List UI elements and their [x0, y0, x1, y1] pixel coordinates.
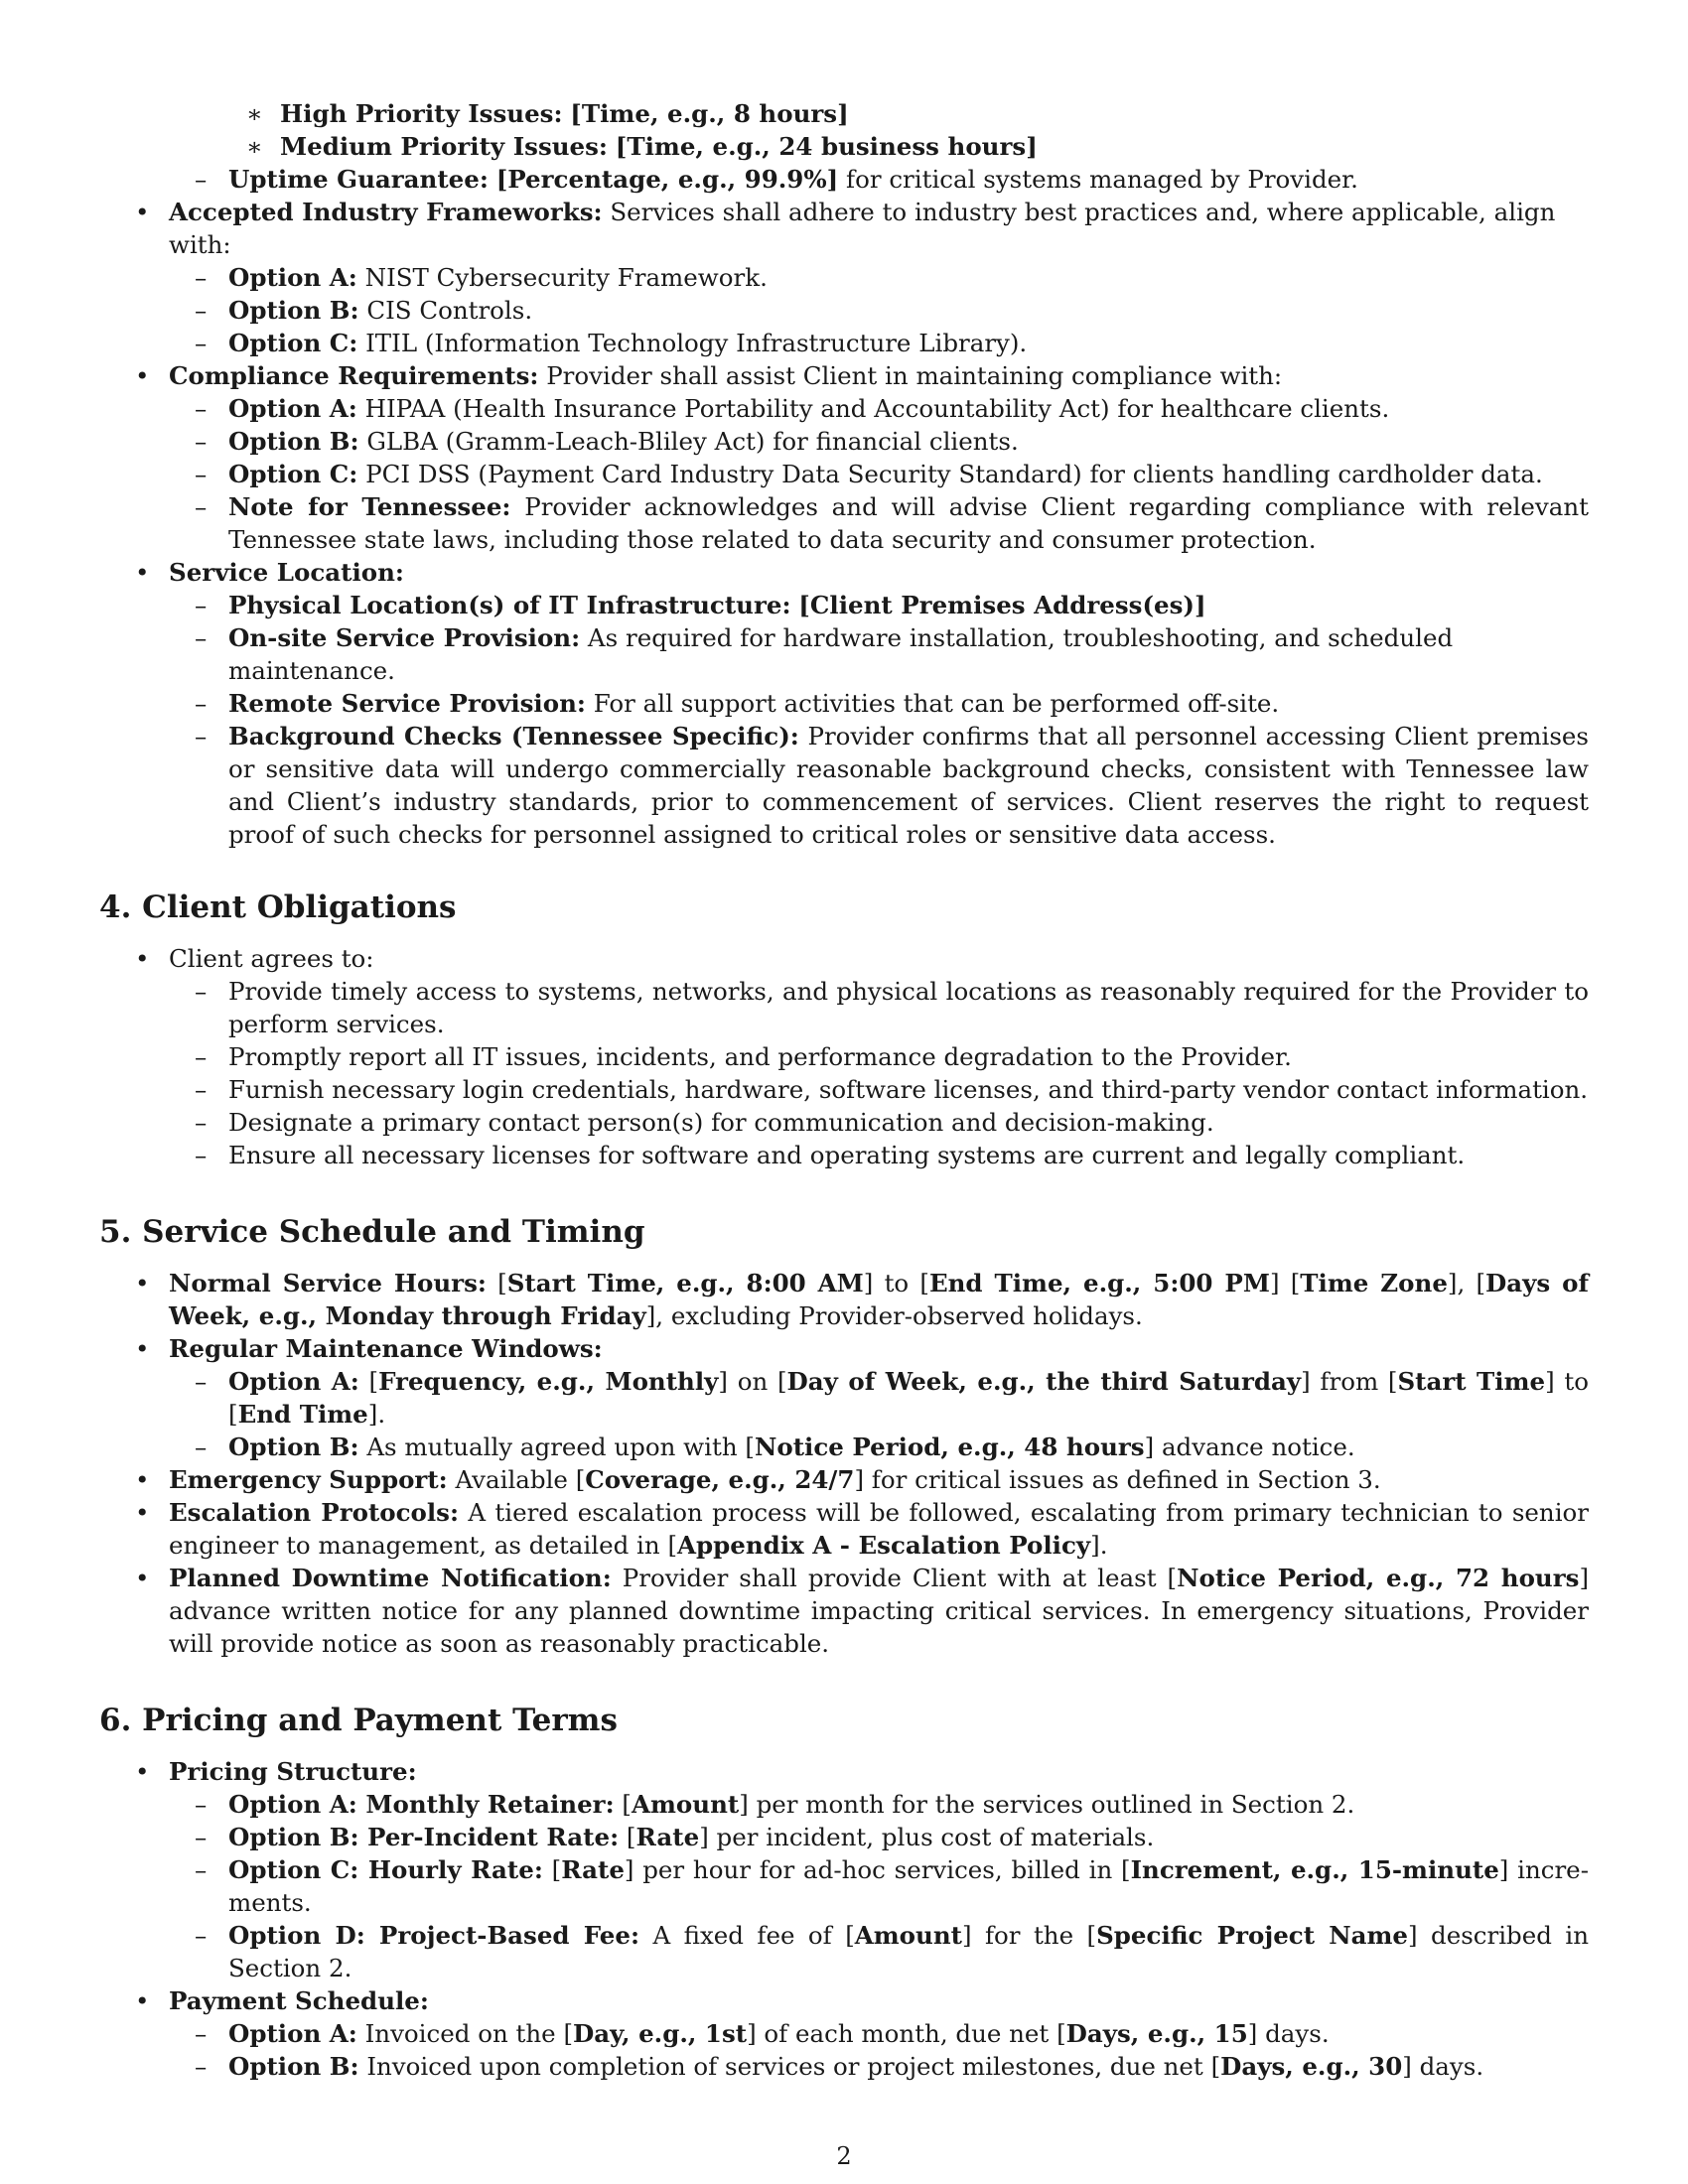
list-item: • Compliance Requirements: Provider shall assist Client in maintaining compliance with: — [135, 361, 1283, 390]
list-item: – Promptly report all IT issues, incidents, and performance degradation to the Provider. — [195, 1042, 1292, 1071]
list-item: – Background Checks (Tennessee Specific): Provider confirms that all personnel accessing Client premises or sensitive data will undergo commercially reasonable background checks, consistent with Tennessee law and Client’s industry standards, prior to commencement of services. Client reserves the right to request proof of such checks for personnel assigned to critical roles or sensitive data access. — [195, 722, 1589, 849]
list-item: – Uptime Guarantee: [Percentage, e.g., 99.9%] for critical systems managed by Provider. — [195, 165, 1358, 194]
list-item: • Pricing Structure: — [135, 1757, 417, 1786]
list-item: – Furnish necessary login credentials, hardware, software licenses, and third-party vendor contact information. — [195, 1075, 1589, 1104]
section-heading: 6. Pricing and Payment Terms — [99, 1703, 618, 1738]
list-item: – Option A: NIST Cybersecurity Framework. — [195, 263, 768, 292]
list-item: – Ensure all necessary licenses for software and operating systems are current and legally compliant. — [195, 1141, 1466, 1169]
list-item: • Planned Downtime Notification: Provider shall provide Client with at least [Notice Period, e.g., 72 hours] advance written notice for any planned downtime impacting critical services. In emergency situations, Provider will provide notice as soon as reasonably practicable. — [135, 1564, 1589, 1658]
document-body — [99, 97, 1589, 2083]
list-item: • Escalation Protocols: A tiered escalation process will be followed, escalating from primary technician to senior engineer to management, as detailed in [Appendix A - Escalation Policy]. — [135, 1498, 1590, 1560]
list-item: – Option A: [Frequency, e.g., Monthly] on [Day of Week, e.g., the third Saturday] from [Start Time] to [End Time]. — [195, 1367, 1589, 1429]
section-heading: 5. Service Schedule and Timing — [99, 1214, 645, 1250]
list-item: – On-site Service Provision: As required for hardware installation, troubleshooting, and scheduled maintenance. — [195, 623, 1454, 685]
list-item: ∗ High Priority Issues: [Time, e.g., 8 hours] — [246, 99, 849, 128]
list-item: • Payment Schedule: — [135, 1986, 429, 2015]
section-heading: 4. Client Obligations — [99, 889, 457, 925]
list-item: – Option C: Hourly Rate: [Rate] per hour for ad-hoc services, billed in [Increment, e.g., 15-minute] increments. — [195, 1855, 1589, 1917]
list-item: ∗ Medium Priority Issues: [Time, e.g., 24 business hours] — [246, 132, 1038, 161]
list-item: – Option A: HIPAA (Health Insurance Portability and Accountability Act) for healthcare clients. — [195, 394, 1390, 423]
list-item: – Option B: CIS Controls. — [195, 296, 533, 325]
list-item: – Option B: GLBA (Gramm-Leach-Bliley Act) for financial clients. — [195, 427, 1019, 456]
list-item: • Client agrees to: — [135, 944, 374, 973]
list-item: – Option A: Monthly Retainer: [Amount] per month for the services outlined in Section 2. — [195, 1790, 1355, 1819]
list-item: • Accepted Industry Frameworks: Services shall adhere to industry best practices and, where applicable, align with: — [135, 198, 1556, 259]
list-item: – Option A: Invoiced on the [Day, e.g., 1st] of each month, due net [Days, e.g., 15] days. — [195, 2019, 1330, 2048]
list-item: • Regular Maintenance Windows: — [135, 1334, 603, 1363]
list-item: – Designate a primary contact person(s) for communication and decision-making. — [195, 1108, 1214, 1137]
list-item: • Service Location: — [135, 558, 404, 587]
list-item: • Normal Service Hours: [Start Time, e.g., 8:00 AM] to [End Time, e.g., 5:00 PM] [Time Zone], [Days of Week, e.g., Monday through Friday], excluding Provider-observed holidays. — [135, 1269, 1589, 1330]
list-item: – Option C: PCI DSS (Payment Card Industry Data Security Standard) for clients handling cardholder data. — [195, 460, 1543, 488]
page-number: 2 — [836, 2142, 852, 2170]
list-item: – Option B: Per-Incident Rate: [Rate] per incident, plus cost of materials. — [195, 1823, 1155, 1851]
list-item: – Option D: Project-Based Fee: A fixed fee of [Amount] for the [Specific Project Name] described in Section 2. — [195, 1921, 1589, 1982]
list-item: – Option C: ITIL (Information Technology Infrastructure Library). — [195, 329, 1028, 357]
list-item: – Remote Service Provision: For all support activities that can be performed off-site. — [195, 689, 1280, 718]
list-item: – Note for Tennessee: Provider acknowledges and will advise Client regarding compliance with relevant Tennessee state laws, including those related to data security and consumer protection. — [195, 492, 1589, 554]
list-item: • Emergency Support: Available [Coverage, e.g., 24/7] for critical issues as defined in Section 3. — [135, 1465, 1381, 1494]
list-item: – Option B: As mutually agreed upon with [Notice Period, e.g., 48 hours] advance notice. — [195, 1433, 1355, 1461]
list-item: – Option B: Invoiced upon completion of services or project milestones, due net [Days, e.g., 30] days. — [195, 2052, 1484, 2081]
list-item: – Physical Location(s) of IT Infrastructure: [Client Premises Address(es)] — [195, 591, 1206, 619]
list-item: – Provide timely access to systems, networks, and physical locations as reasonably required for the Provider to perform services. — [195, 977, 1589, 1038]
